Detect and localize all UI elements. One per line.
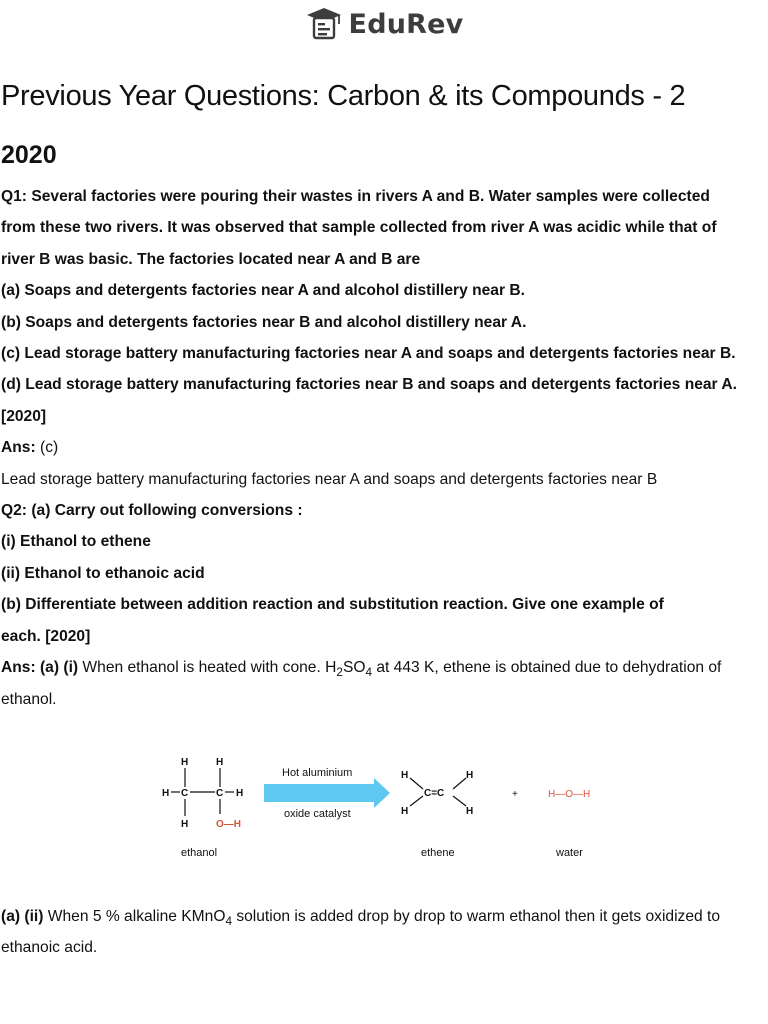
q1-year-tag: [2020] <box>1 407 47 425</box>
atom-c: C <box>216 788 224 799</box>
atom-h: H <box>466 770 474 781</box>
brand-name: EduRev <box>348 8 464 40</box>
q1-answer-value: (c) <box>40 439 59 457</box>
hydroxyl-group: O—H <box>216 819 241 830</box>
year-heading: 2020 <box>1 141 57 169</box>
q2-answer-ii-line: ethanoic acid. <box>1 939 98 957</box>
q2-answer-line: ethanol. <box>1 690 57 708</box>
header <box>0 4 768 44</box>
atom-h: H <box>181 757 189 768</box>
water-label: water <box>556 847 583 859</box>
ethanol-dehydration-diagram <box>150 742 610 872</box>
q2-answer <box>1 652 765 683</box>
q2-answer-ii-text: solution is added drop by drop to warm ethanol then it gets oxidized to <box>231 908 721 925</box>
q1-text-line: Q1: Several factories were pouring their wastes in rivers A and B. Water samples were collected <box>1 188 710 205</box>
page-title: Previous Year Questions: Carbon & its Compounds - 2 <box>1 80 686 112</box>
q2-answer-text: at 443 K, ethene is obtained due to dehydration of <box>371 659 722 677</box>
q2-answer-text: When ethanol is heated with cone. H <box>78 659 337 677</box>
subscript: 4 <box>225 915 232 929</box>
arrow-top-label: Hot aluminium <box>282 767 353 779</box>
q2-text-line: each. [2020] <box>1 627 91 645</box>
water-formula: H—O—H <box>548 789 591 800</box>
atom-h: H <box>401 770 409 781</box>
ethanol-label: ethanol <box>181 847 218 859</box>
atom-c: C <box>181 788 189 799</box>
subscript: 4 <box>365 666 372 680</box>
q1-explanation: Lead storage battery manufacturing factories near A and soaps and detergents factories near B <box>1 470 658 488</box>
q1-option-b: (b) Soaps and detergents factories near B and alcohol distillery near A. <box>1 313 527 331</box>
question-content <box>1 181 765 715</box>
q2-answer-ii <box>1 901 765 932</box>
atom-h: H <box>466 806 474 817</box>
graduation-cap-icon <box>305 6 343 42</box>
q2-text-line: (ii) Ethanol to ethanoic acid <box>1 564 205 582</box>
q2-text-line: Q2: (a) Carry out following conversions : <box>1 502 303 520</box>
ethanol-structure <box>162 757 243 830</box>
atom-h: H <box>216 757 224 768</box>
q1-option-a: (a) Soaps and detergents factories near A and alcohol distillery near B. <box>1 282 525 300</box>
q1-text-line: from these two rivers. It was observed that sample collected from river A was acidic while that of <box>1 219 717 237</box>
q2-answer-ii-text: When 5 % alkaline KMnO <box>43 908 226 925</box>
plus-sign: + <box>512 789 518 800</box>
q1-option-c: (c) Lead storage battery manufacturing factories near A and soaps and detergents factories near B. <box>1 345 736 363</box>
q1-answer <box>1 432 765 463</box>
q1-answer-label: Ans: <box>1 439 36 457</box>
q2-answer-ii-label: (a) (ii) <box>1 908 44 925</box>
arrow-bottom-label: oxide catalyst <box>284 808 351 820</box>
atom-h: H <box>236 788 244 799</box>
ethene-double-bond: C=C <box>424 788 445 799</box>
q1-text-line: river B was basic. The factories located near A and B are <box>1 250 421 268</box>
subscript: 2 <box>336 666 343 680</box>
ethene-structure <box>401 770 473 817</box>
atom-h: H <box>401 806 409 817</box>
brand-logo[interactable] <box>305 6 464 42</box>
q2-text-line: (b) Differentiate between addition reaction and substitution reaction. Give one example of <box>1 596 664 614</box>
q2-text-line: (i) Ethanol to ethene <box>1 533 151 551</box>
atom-h: H <box>181 819 189 830</box>
atom-h: H <box>162 788 170 799</box>
ethene-label: ethene <box>421 847 455 859</box>
reaction-arrow <box>264 778 390 808</box>
q2-answer-text: SO <box>342 659 366 677</box>
q2-answer-label: Ans: (a) (i) <box>1 659 79 677</box>
q1-option-d: (d) Lead storage battery manufacturing factories near B and soaps and detergents factories near A. <box>1 376 737 394</box>
answer-continued <box>1 901 765 964</box>
